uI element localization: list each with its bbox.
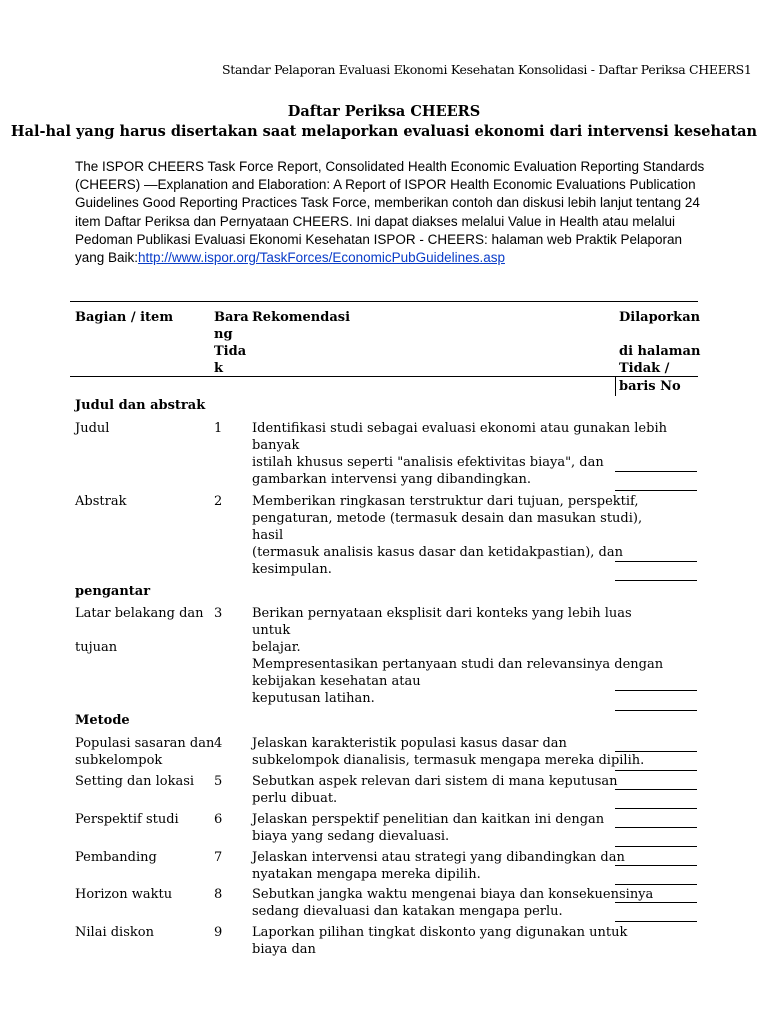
report-line[interactable] — [615, 690, 697, 691]
report-line[interactable] — [615, 808, 697, 809]
intro-line: Pedoman Publikasi Evaluasi Ekonomi Kesehatan ISPOR - CHEERS: halaman web Praktik Pelaporan — [75, 231, 683, 247]
item-4-label: Populasi sasaran dan subkelompok — [75, 736, 215, 768]
item-1-number: 1 — [214, 421, 223, 436]
intro-line: Guidelines Good Reporting Practices Task Force, memberikan contoh dan diskusi lebih lanjut tentang 24 — [75, 195, 700, 211]
item-2-number: 2 — [214, 494, 223, 509]
page-title: Daftar Periksa CHEERS — [287, 103, 481, 120]
intro-line: (CHEERS) —Explanation and Elaboration: A Report of ISPOR Health Economic Evaluations Publication — [75, 177, 696, 193]
item-8-label: Horizon waktu — [75, 887, 173, 902]
col-header-item-no: Bara ng Tida k — [214, 310, 249, 376]
report-line[interactable] — [615, 751, 697, 752]
report-line[interactable] — [615, 827, 697, 828]
item-1-label: Judul — [75, 421, 110, 436]
item-7-number: 7 — [214, 850, 223, 865]
item-1-text: Identifikasi studi sebagai evaluasi ekonomi atau gunakan lebih banyak istilah khusus seperti "analisis efektivitas biaya", dan gambarkan intervensi yang dibandingkan. — [252, 421, 667, 487]
item-3-number: 3 — [214, 606, 223, 621]
item-9-label: Nilai diskon — [75, 925, 154, 940]
intro-line — [75, 249, 700, 267]
item-8-text: Sebutkan jangka waktu mengenai biaya dan konsekuensinya sedang dievaluasi dan katakan mengapa perlu. — [252, 887, 654, 919]
item-3-text: Berikan pernyataan eksplisit dari konteks yang lebih luas untuk belajar. Mempresentasikan pertanyaan studi dan relevansinya dengan kebijakan kesehatan atau keputusan latihan. — [252, 606, 664, 706]
item-5-label: Setting dan lokasi — [75, 774, 195, 789]
report-line[interactable] — [615, 789, 697, 790]
col-header-line-no: baris No — [619, 379, 681, 394]
item-9-number: 9 — [214, 925, 223, 940]
report-line[interactable] — [615, 490, 697, 491]
intro-paragraph — [75, 158, 705, 267]
item-5-number: 5 — [214, 774, 223, 789]
item-4-text: Jelaskan karakteristik populasi kasus dasar dan subkelompok dianalisis, termasuk mengapa mereka dipilih. — [252, 736, 645, 768]
item-8-number: 8 — [214, 887, 223, 902]
item-2-text: Memberikan ringkasan terstruktur dari tujuan, perspektif, pengaturan, metode (termasuk desain dan masukan studi), hasil (termasuk analisis kasus dasar dan ketidakpastian), dan kesimpulan. — [252, 494, 643, 577]
report-line[interactable] — [615, 921, 697, 922]
report-line[interactable] — [615, 902, 697, 903]
report-line[interactable] — [615, 884, 697, 885]
intro-prefix: yang Baik: — [75, 250, 139, 266]
col-header-section: Bagian / item — [75, 310, 174, 325]
report-line[interactable] — [615, 846, 697, 847]
col-header-recommendation: Rekomendasi — [252, 310, 351, 325]
running-header: Standar Pelaporan Evaluasi Ekonomi Kesehatan Konsolidasi - Daftar Periksa CHEERS1 — [222, 62, 752, 77]
guidelines-link[interactable]: http://www.ispor.org/TaskForces/EconomicPubGuidelines.asp — [138, 250, 505, 266]
item-2-label: Abstrak — [75, 494, 127, 509]
table-top-rule — [70, 301, 698, 302]
header-divider — [615, 376, 616, 396]
item-4-number: 4 — [214, 736, 223, 751]
intro-line: The ISPOR CHEERS Task Force Report, Consolidated Health Economic Evaluation Reporting Standards — [75, 159, 705, 174]
item-6-number: 6 — [214, 812, 223, 827]
report-line[interactable] — [615, 865, 697, 866]
item-9-text: Laporkan pilihan tingkat diskonto yang digunakan untuk biaya dan — [252, 925, 628, 957]
item-7-text: Jelaskan intervensi atau strategi yang dibandingkan dan nyatakan mengapa mereka dipilih. — [252, 850, 625, 882]
report-line[interactable] — [615, 580, 697, 581]
col-header-reported: Dilaporkan di halaman Tidak / — [619, 310, 701, 376]
section-title-abstract: Judul dan abstrak — [75, 398, 206, 413]
header-bottom-rule — [70, 376, 698, 377]
report-line[interactable] — [615, 561, 697, 562]
section-introduction: pengantar — [75, 584, 151, 599]
item-5-text: Sebutkan aspek relevan dari sistem di mana keputusan perlu dibuat. — [252, 774, 618, 806]
item-3-label-cont: tujuan — [75, 640, 118, 655]
item-7-label: Pembanding — [75, 850, 157, 865]
section-methods: Metode — [75, 713, 130, 728]
report-line[interactable] — [615, 770, 697, 771]
item-6-label: Perspektif studi — [75, 812, 179, 827]
item-3-label: Latar belakang dan — [75, 606, 204, 621]
page-subtitle: Hal-hal yang harus disertakan saat melaporkan evaluasi ekonomi dari intervensi kesehatan — [10, 123, 758, 140]
report-line[interactable] — [615, 471, 697, 472]
report-line[interactable] — [615, 710, 697, 711]
item-6-text: Jelaskan perspektif penelitian dan kaitkan ini dengan biaya yang sedang dievaluasi. — [252, 812, 605, 844]
intro-line: item Daftar Periksa dan Pernyataan CHEERS. Ini dapat diakses melalui Value in Health atau melalui — [75, 213, 676, 229]
